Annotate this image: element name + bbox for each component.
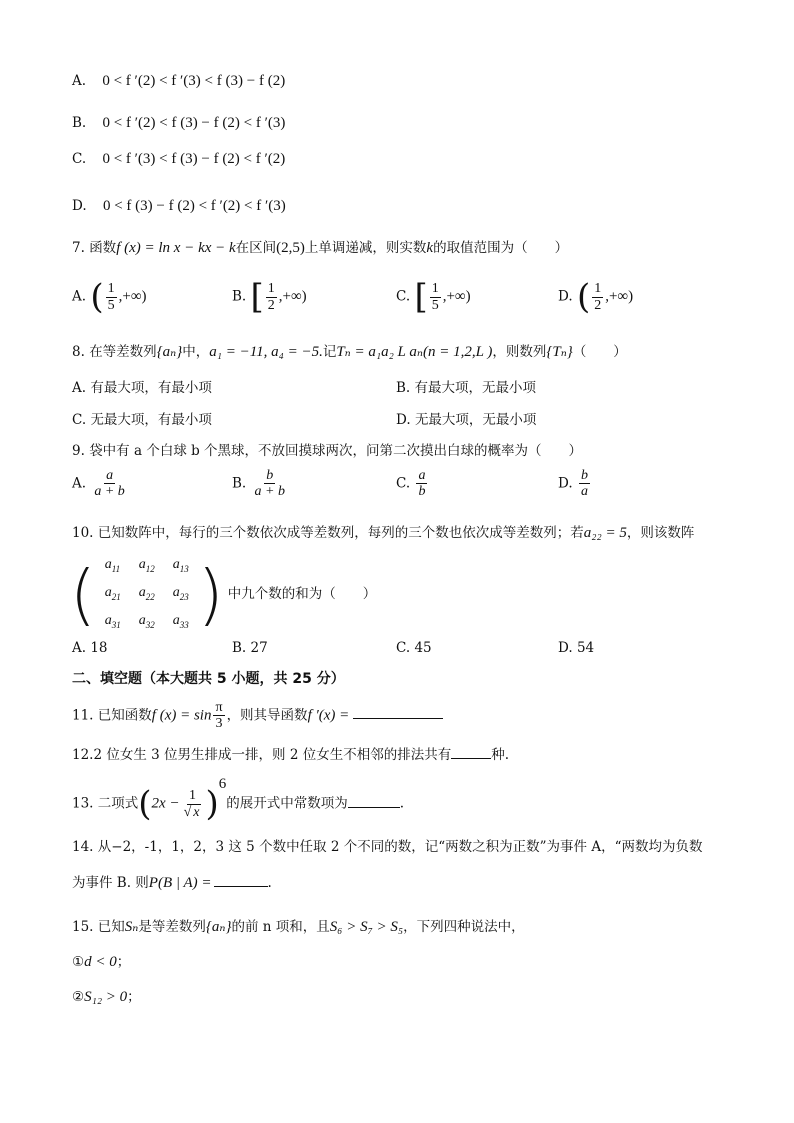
q7-option-d [558, 277, 634, 317]
q8-option-a [72, 378, 212, 398]
question-15 [72, 917, 525, 937]
question-7 [72, 238, 568, 258]
fraction-numerator: a [418, 468, 426, 483]
question-text: ，下列四种说法中， [403, 919, 525, 935]
option-text: 有最大项，无最小项 [414, 380, 537, 396]
fraction-numerator: 1 [189, 788, 197, 804]
question-text: （ ） [572, 344, 627, 360]
q6-option-b [72, 113, 285, 133]
q7-option-c [396, 277, 471, 317]
option-label: B. [232, 640, 247, 656]
question-12 [72, 744, 509, 765]
bracket: [ [250, 277, 264, 317]
option-expr: 0 < f ′(2) < f ′(3) < f (3) − f (2) [102, 73, 286, 89]
answer-blank[interactable] [348, 793, 400, 808]
matrix-right-paren: ) [197, 555, 224, 633]
matrix-cell: $a_{22}$ [138, 584, 155, 602]
option-label: C. [396, 288, 411, 305]
question-text: 记 [322, 344, 337, 360]
question-text: 是等差数列 [138, 919, 206, 935]
fraction-denominator: 5 [107, 297, 115, 313]
answer-blank[interactable] [214, 872, 268, 887]
q9-option-d [558, 468, 592, 500]
matrix-cell: $a_{21}$ [104, 584, 121, 602]
right-paren: ) [205, 784, 219, 824]
fraction-numerator: b [266, 468, 274, 483]
question-number: 13. [72, 795, 94, 812]
fraction-numerator: 1 [267, 281, 275, 297]
math-expr: (2,5) [276, 240, 305, 256]
math-expr: f ′(x) = [307, 707, 350, 724]
question-8 [72, 342, 627, 362]
option-text: 有最大项，有最小项 [90, 380, 212, 396]
question-text: 的展开式中常数项为 [226, 795, 348, 812]
item-end: ； [116, 954, 131, 970]
fraction-numerator: 1 [594, 281, 602, 297]
q6-option-d [72, 196, 286, 216]
question-text: ，则数列 [492, 344, 547, 360]
option-label: A. [72, 73, 87, 89]
option-label: A. [72, 640, 87, 656]
fraction-numerator: π [215, 700, 223, 715]
bracket: ( [576, 277, 591, 317]
question-text: ，则其导函数 [226, 707, 308, 724]
math-expr: f (x) = ln x − kx − k [116, 240, 236, 256]
question-13 [72, 776, 405, 824]
q7-option-b [232, 277, 307, 317]
answer-blank[interactable] [353, 704, 443, 719]
math-expr: Tₙ = a₁a₂ L aₙ(n = 1,2,L ) [336, 344, 493, 360]
question-number: 9. [72, 443, 85, 459]
matrix-left-paren: ( [70, 555, 96, 633]
math-expr: a₁ = −11, a₄ = −5. [209, 344, 323, 360]
question-number: 10. [72, 525, 94, 541]
bracket: [ [414, 277, 428, 317]
math-expr: {aₙ} [205, 919, 232, 935]
question-14 [72, 837, 702, 857]
q15-item-2 [72, 987, 141, 1007]
fraction-denominator: a + b [94, 484, 125, 500]
option-text: 18 [90, 640, 108, 656]
question-text: 的取值范围为（ ） [433, 240, 569, 256]
fraction-denominator: 3 [215, 716, 223, 732]
q6-option-a [72, 71, 285, 91]
question-text: 袋中有 a 个白球 b 个黑球，不放回摸球两次，问第二次摸出白球的概率为（ ） [89, 443, 583, 459]
q8-option-c [72, 410, 212, 430]
matrix [70, 553, 224, 636]
option-label: D. [558, 640, 573, 656]
question-text: 上单调递减，则实数 [304, 240, 427, 256]
math-expr: 2x − [151, 795, 180, 812]
option-label: A. [72, 380, 87, 396]
math-expr: Sₙ [124, 919, 139, 935]
q10-option-c [396, 638, 432, 658]
fraction-denominator: 2 [594, 297, 602, 313]
math-expr: P(B | A) = [148, 875, 212, 891]
option-label: A. [72, 475, 87, 492]
interval-tail: ,+∞) [278, 288, 307, 305]
question-text: . [267, 875, 272, 891]
question-number: 8. [72, 344, 85, 360]
item-end: ； [127, 989, 141, 1005]
matrix-cell: $a_{31}$ [104, 612, 121, 630]
matrix-cell: $a_{12}$ [138, 557, 155, 574]
question-10 [72, 523, 694, 543]
matrix-table [96, 553, 198, 636]
q10-matrix-line [70, 553, 376, 636]
option-label: B. [396, 380, 411, 396]
matrix-cell: $a_{11}$ [104, 557, 121, 574]
option-label: D. [558, 475, 573, 492]
option-label: D. [396, 412, 411, 428]
matrix-cell: $a_{33}$ [172, 612, 189, 630]
q10-option-b [232, 638, 268, 658]
question-text: 已知函数 [97, 707, 152, 724]
option-label: C. [72, 151, 87, 167]
option-text: 27 [250, 640, 268, 656]
fraction-denominator: a + b [254, 484, 285, 500]
option-text: 45 [414, 640, 432, 656]
option-label: D. [72, 198, 87, 214]
option-label: B. [232, 475, 247, 492]
exponent: 6 [218, 776, 227, 792]
matrix-cell: $a_{23}$ [172, 584, 189, 602]
q9-option-c [396, 468, 429, 500]
option-label: A. [72, 288, 87, 305]
option-text: 无最大项，有最小项 [90, 412, 212, 428]
option-expr: 0 < f ′(3) < f (3) − f (2) < f ′(2) [102, 151, 286, 167]
math-expr: {aₙ} [156, 344, 183, 360]
option-label: B. [232, 288, 247, 305]
fraction-denominator: 2 [267, 297, 275, 313]
bracket: ( [90, 277, 104, 317]
fraction-numerator: a [106, 468, 114, 483]
math-expr: S₆ > S₇ > S₅ [329, 919, 404, 935]
question-11 [72, 700, 443, 732]
question-text: 的前 n 项和，且 [231, 919, 330, 935]
q9-option-b [232, 468, 289, 500]
fraction-numerator: b [580, 468, 588, 483]
question-number: 14. [72, 839, 94, 855]
q6-option-c [72, 149, 285, 169]
matrix-cell: $a_{32}$ [138, 612, 155, 630]
question-text: 已知 [97, 919, 125, 935]
question-text: 中九个数的和为（ ） [227, 586, 377, 603]
matrix-cell: $a_{13}$ [172, 557, 189, 574]
question-text: 中， [182, 344, 210, 360]
left-paren: ( [138, 784, 152, 824]
q9-option-a [72, 468, 129, 500]
interval-tail: ,+∞) [118, 288, 147, 305]
question-text: 在区间 [235, 240, 277, 256]
question-text: 种. [491, 747, 510, 763]
q10-option-d [558, 638, 594, 658]
fraction-numerator: 1 [431, 281, 439, 297]
math-expr: {Tₙ} [546, 344, 573, 360]
q8-option-b [396, 378, 536, 398]
question-text: 2 位女生 3 位男生排成一排，则 2 位女生不相邻的排法共有 [93, 747, 452, 763]
answer-blank[interactable] [451, 744, 491, 759]
question-text: 已知数阵中，每行的三个数依次成等差数列，每列的三个数也依次成等差数列；若 [97, 525, 584, 541]
option-label: B. [72, 115, 87, 131]
question-text: 二项式 [97, 795, 139, 812]
question-text: 函数 [89, 240, 117, 256]
section-heading: 二、填空题（本大题共 5 小题，共 25 分） [72, 671, 345, 687]
question-14-cont [72, 872, 272, 893]
fraction-denominator: a [580, 484, 588, 500]
item-mark: ② [72, 989, 85, 1005]
option-text: 无最大项，无最小项 [414, 412, 537, 428]
fraction-denominator: √ x [183, 804, 200, 820]
option-label: C. [396, 640, 411, 656]
question-text: ，则该数阵 [626, 525, 695, 541]
q15-item-1 [72, 952, 130, 972]
question-9 [72, 441, 582, 461]
math-expr: S₁₂ > 0 [84, 989, 128, 1005]
option-label: D. [558, 288, 573, 305]
math-expr: k [426, 240, 434, 256]
item-mark: ① [72, 954, 85, 970]
option-expr: 0 < f (3) − f (2) < f ′(2) < f ′(3) [102, 198, 286, 214]
math-expr: a₂₂ = 5 [583, 525, 627, 541]
question-text: 为事件 B. 则 [72, 875, 149, 891]
question-number: 11. [72, 707, 94, 724]
fraction-numerator: 1 [107, 281, 115, 297]
question-text: 在等差数列 [89, 344, 157, 360]
interval-tail: ,+∞) [442, 288, 471, 305]
q7-option-a [72, 277, 147, 317]
math-expr: d < 0 [84, 954, 117, 970]
math-expr: f (x) = sin [151, 707, 212, 724]
option-text: 54 [576, 640, 595, 656]
fraction-denominator: b [418, 484, 426, 500]
option-label: C. [396, 475, 411, 492]
option-expr: 0 < f ′(2) < f (3) − f (2) < f ′(3) [102, 115, 286, 131]
question-number: 7. [72, 240, 85, 256]
sqrt-radicand: x [193, 804, 200, 820]
question-text: . [399, 795, 405, 812]
question-text: 从−2，-1，1，2，3 这 5 个数中任取 2 个不同的数，记“两数之积为正数”为事件 A，“两数均为负数 [97, 839, 703, 855]
interval-tail: ,+∞) [605, 288, 634, 305]
q10-option-a [72, 638, 108, 658]
q8-option-d [396, 410, 536, 430]
question-number: 12. [72, 747, 94, 763]
fraction-denominator: 5 [431, 297, 439, 313]
option-label: C. [72, 412, 87, 428]
question-number: 15. [72, 919, 94, 935]
